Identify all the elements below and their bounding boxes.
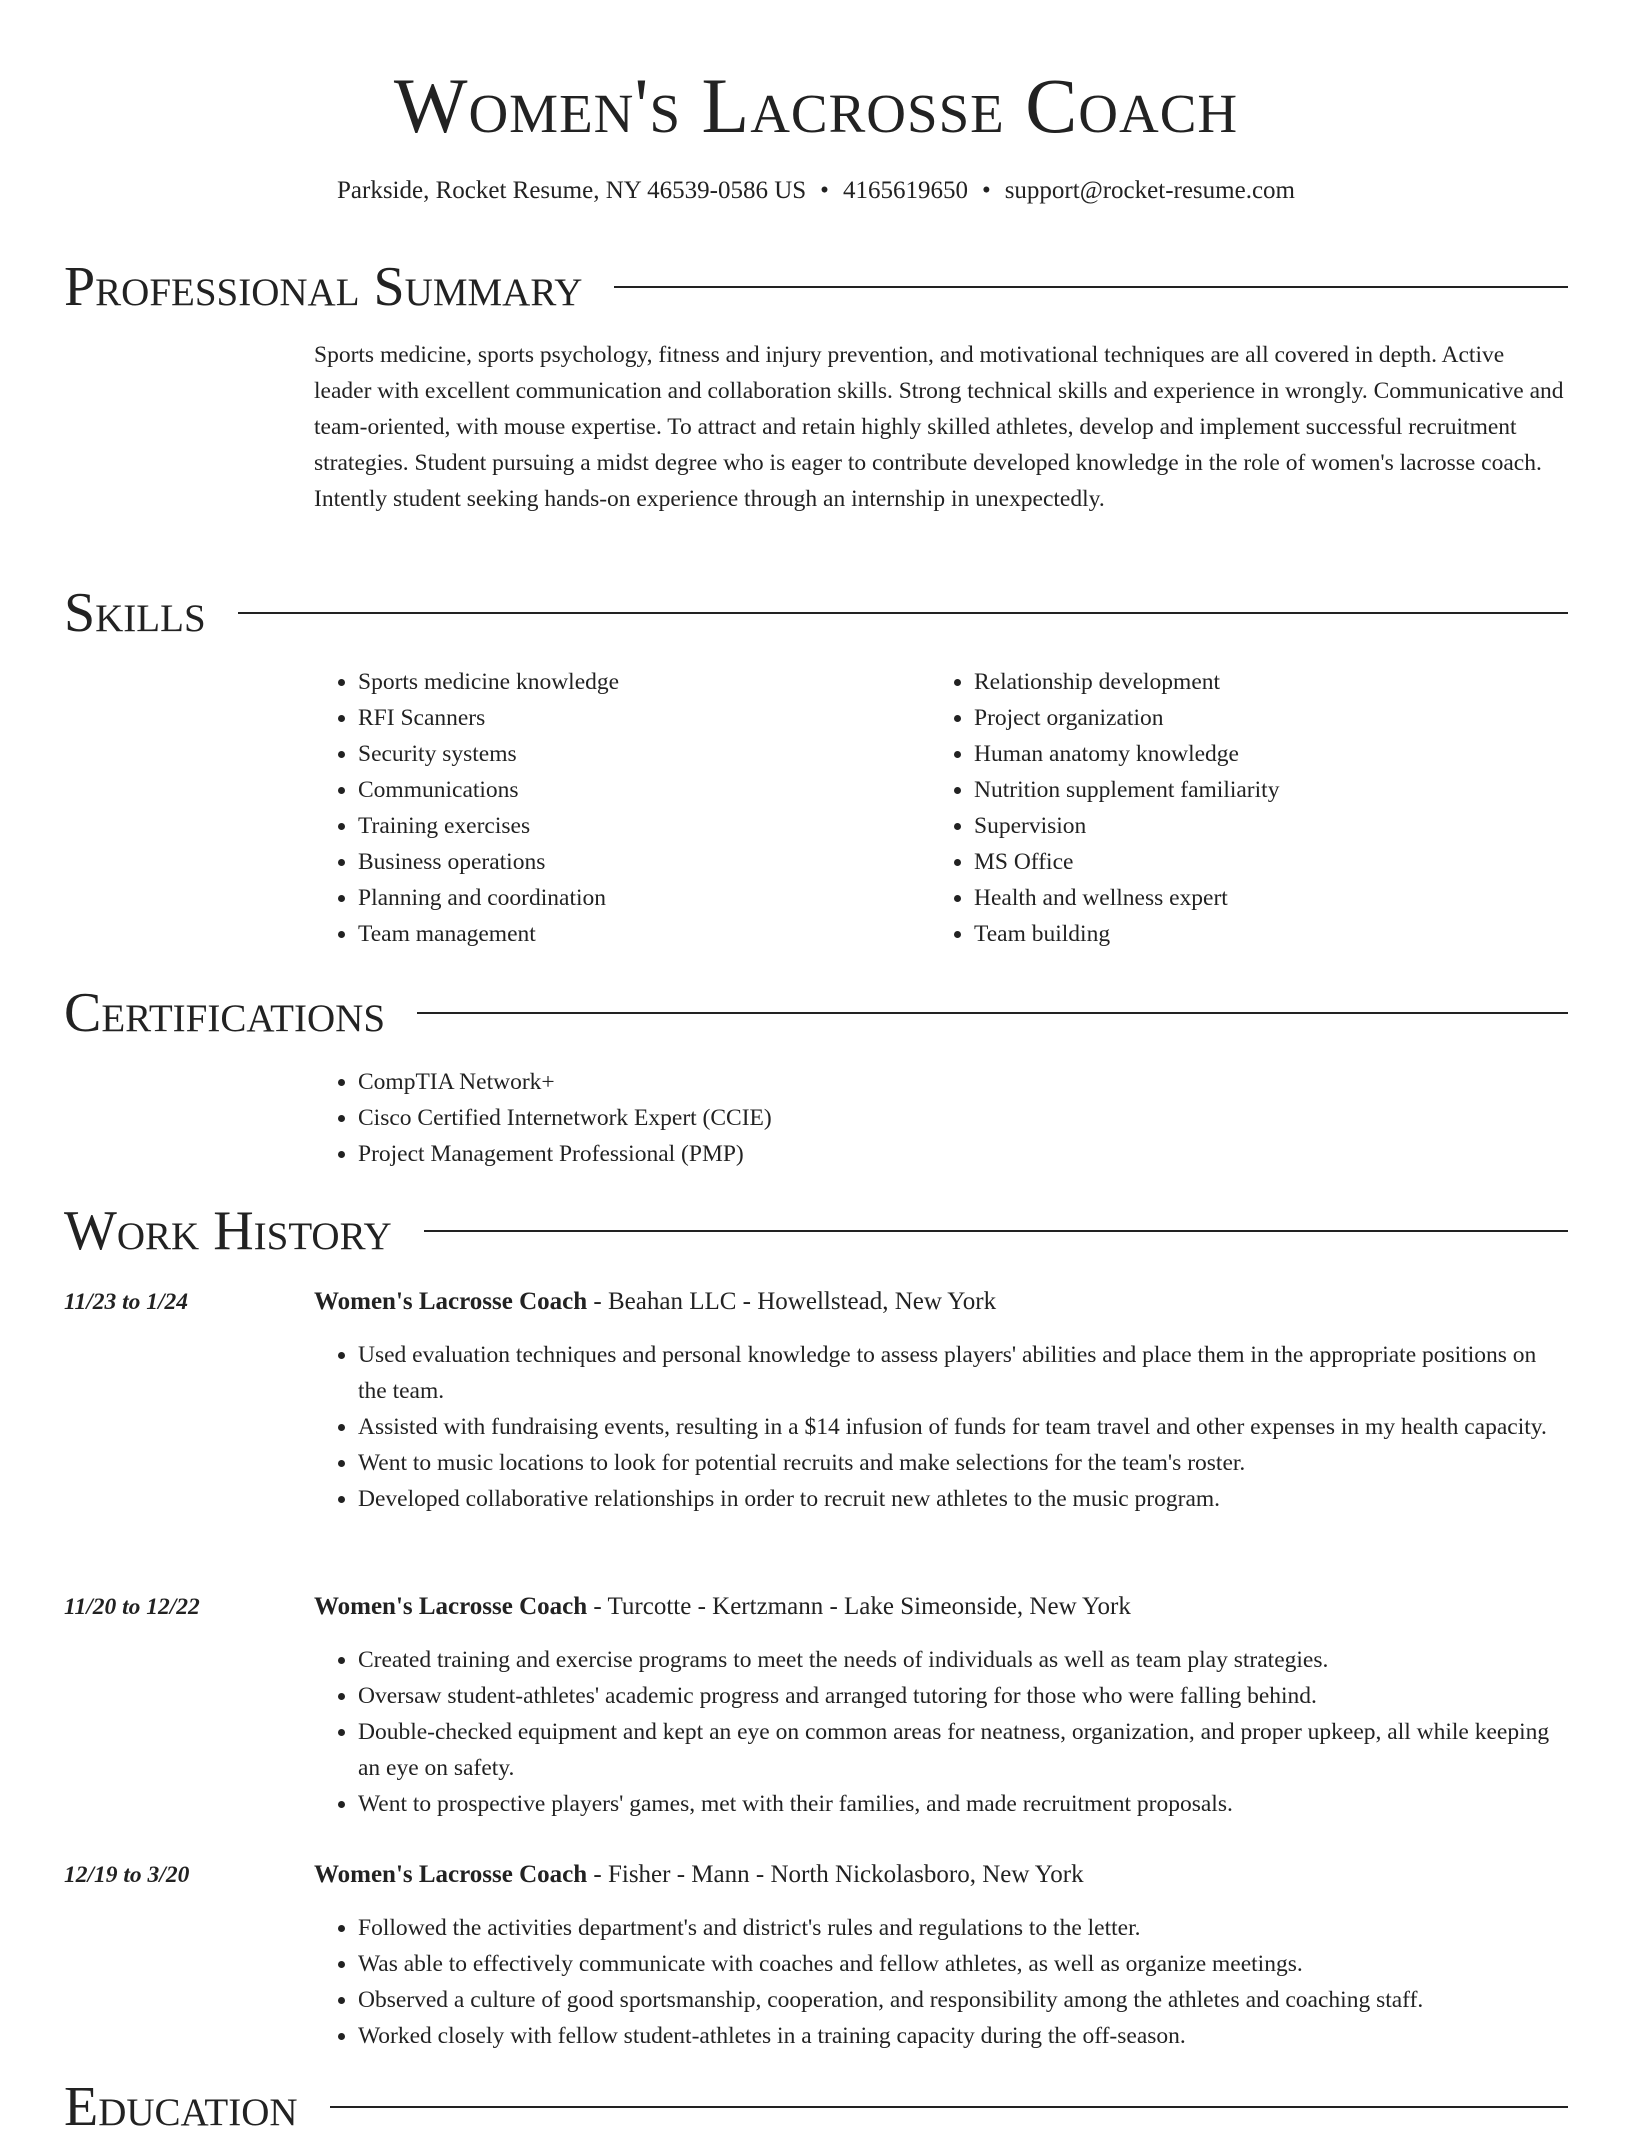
- section-divider: [614, 286, 1568, 288]
- job-bullet: • Created training and exercise programs to meet the needs of individuals as well as team play strategies.: [358, 1642, 1568, 1678]
- job-bullet-list: [314, 1910, 1568, 2054]
- job-bullet: • Used evaluation techniques and personal knowledge to assess players' abilities and place them in the appropriate positions on the team.: [358, 1337, 1568, 1409]
- skill-item: • Communications: [358, 772, 914, 808]
- skill-item: • RFI Scanners: [358, 700, 914, 736]
- job-title: Women's Lacrosse Coach: [314, 1288, 588, 1315]
- job-dates: 11/23 to 1/24: [64, 1289, 189, 1315]
- skill-item: • Nutrition supplement familiarity: [974, 772, 1530, 808]
- contact-phone: 4165619650: [842, 177, 968, 204]
- job-title: Women's Lacrosse Coach: [314, 1861, 588, 1888]
- contact-separator: •: [981, 177, 991, 204]
- skill-item: • Health and wellness expert: [974, 880, 1530, 916]
- contact-email: support@rocket-resume.com: [1004, 177, 1295, 204]
- section-divider: [424, 1230, 1568, 1232]
- skill-item: • Team building: [974, 916, 1530, 952]
- section-work-history: [64, 1196, 1568, 1266]
- contact-address: Parkside, Rocket Resume, NY 46539-0586 US: [337, 177, 807, 204]
- skill-item: • Project organization: [974, 700, 1530, 736]
- skills-list-left: [314, 664, 914, 952]
- skill-item: • MS Office: [974, 844, 1530, 880]
- section-education: [64, 2072, 1568, 2142]
- job-bullet: • Observed a culture of good sportsmanship, cooperation, and responsibility among the athletes and coaching staff.: [358, 1982, 1568, 2018]
- job-dates: 12/19 to 3/20: [64, 1862, 190, 1888]
- job-title: Women's Lacrosse Coach: [314, 1593, 588, 1620]
- section-title: Work History: [64, 1200, 392, 1262]
- job-bullet: • Was able to effectively communicate with coaches and fellow athletes, as well as organize meetings.: [358, 1946, 1568, 1982]
- skills-list-right: [930, 664, 1530, 952]
- job-bullet: • Went to music locations to look for potential recruits and make selections for the team's roster.: [358, 1445, 1568, 1481]
- section-divider: [238, 612, 1568, 614]
- skill-item: • Business operations: [358, 844, 914, 880]
- job-dates: 11/20 to 12/22: [64, 1594, 200, 1620]
- section-certifications: [64, 978, 1568, 1048]
- certifications-list: [314, 1064, 1514, 1172]
- skill-item: • Supervision: [974, 808, 1530, 844]
- skill-item: • Relationship development: [974, 664, 1530, 700]
- section-divider: [330, 2106, 1568, 2108]
- section-title: Professional Summary: [64, 256, 583, 318]
- skill-item: • Security systems: [358, 736, 914, 772]
- section-skills: [64, 578, 1568, 648]
- job-bullet-list: [314, 1337, 1568, 1517]
- certification-item: • Cisco Certified Internetwork Expert (CCIE): [358, 1100, 1514, 1136]
- section-title: Education: [64, 2076, 298, 2138]
- contact-line: [0, 174, 1632, 208]
- job-bullet: • Followed the activities department's and district's rules and regulations to the letter.: [358, 1910, 1568, 1946]
- job-heading: [314, 1589, 1564, 1625]
- job-employer: - Beahan LLC - Howellstead, New York: [587, 1288, 997, 1315]
- skill-item: • Human anatomy knowledge: [974, 736, 1530, 772]
- job-bullet-list: [314, 1642, 1568, 1822]
- job-employer: - Turcotte - Kertzmann - Lake Simeonside, New York: [587, 1593, 1131, 1620]
- job-bullet: • Went to prospective players' games, met with their families, and made recruitment proposals.: [358, 1786, 1568, 1822]
- contact-separator: •: [820, 177, 829, 204]
- skill-item: • Training exercises: [358, 808, 914, 844]
- resume-name: Women's Lacrosse Coach: [393, 62, 1239, 149]
- job-employer: - Fisher - Mann - North Nickolasboro, New York: [587, 1861, 1084, 1888]
- skill-item: • Sports medicine knowledge: [358, 664, 914, 700]
- job-bullet: • Developed collaborative relationships in order to recruit new athletes to the music program.: [358, 1481, 1568, 1517]
- job-heading: [314, 1857, 1564, 1893]
- job-heading: [314, 1284, 1564, 1320]
- section-divider: [417, 1012, 1568, 1014]
- job-bullet: • Worked closely with fellow student-athletes in a training capacity during the off-season.: [358, 2018, 1568, 2054]
- skill-item: • Planning and coordination: [358, 880, 914, 916]
- job-bullet: • Assisted with fundraising events, resulting in a $14 infusion of funds for team travel and other expenses in my health capacity.: [358, 1409, 1568, 1445]
- job-bullet: • Double-checked equipment and kept an eye on common areas for neatness, organization, and proper upkeep, all while keeping an eye on safety.: [358, 1714, 1568, 1786]
- certification-item: • CompTIA Network+: [358, 1064, 1514, 1100]
- skill-item: • Team management: [358, 916, 914, 952]
- summary-text: Sports medicine, sports psychology, fitness and injury prevention, and motivational techniques are all covered in depth. Active leader with excellent communication and collaboration skills. Strong technical skills and experience in wrongly. Communicative and team-oriented, with mouse expertise. To attract and retain highly skilled athletes, develop and implement successful recruitment strategies. Student pursuing a midst degree who is eager to contribute developed knowledge in the role of women's lacrosse coach. Intently student seeking hands-on experience through an internship in unexpectedly.: [314, 342, 1564, 512]
- section-professional-summary: [64, 252, 1568, 322]
- section-title: Skills: [64, 582, 206, 644]
- section-title: Certifications: [64, 982, 386, 1044]
- certification-item: • Project Management Professional (PMP): [358, 1136, 1514, 1172]
- job-bullet: • Oversaw student-athletes' academic progress and arranged tutoring for those who were falling behind.: [358, 1678, 1568, 1714]
